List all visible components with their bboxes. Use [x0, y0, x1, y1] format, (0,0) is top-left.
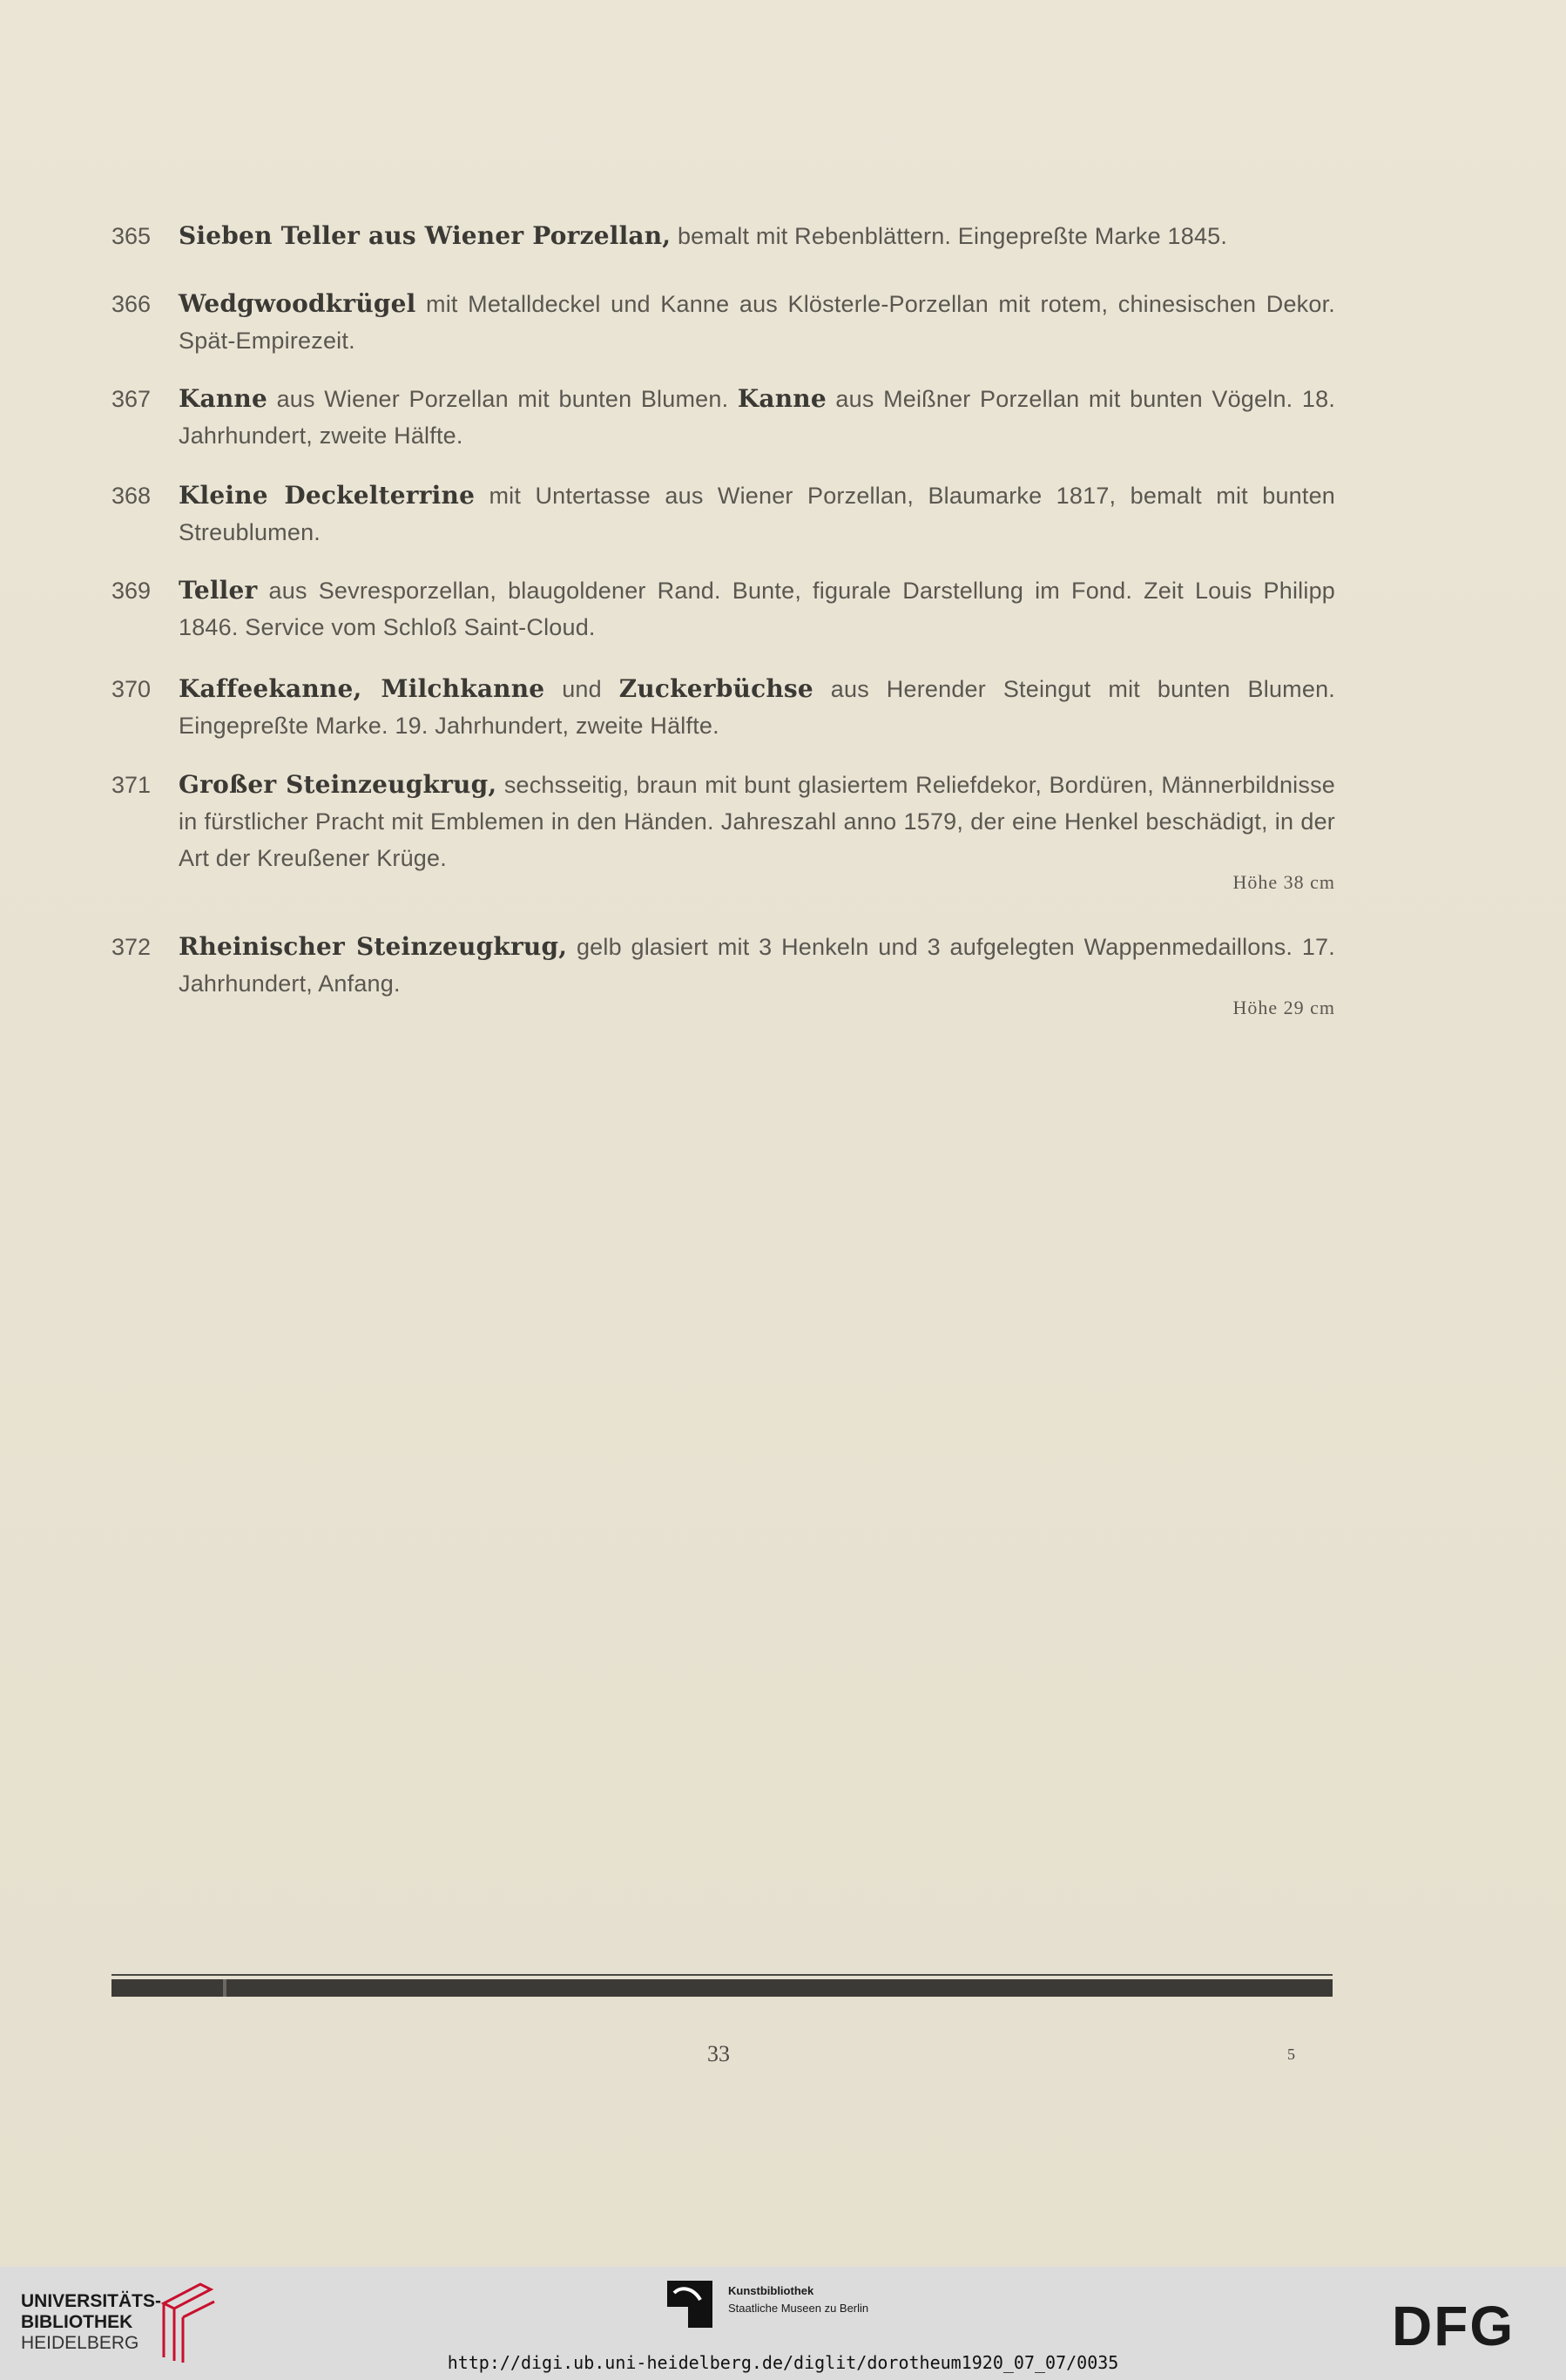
entry-title: Kleine Deckelterrine: [179, 481, 476, 510]
entry-title: Rheinischer Steinzeugkrug,: [179, 932, 568, 961]
height-note: Höhe 29 cm: [1232, 997, 1335, 1018]
entry-number: 366: [111, 291, 152, 317]
ub-line-2: BIBLIOTHEK: [21, 2312, 133, 2332]
footer-bar: [0, 2267, 1566, 2380]
entry-text: [179, 767, 1335, 876]
entry-title: Kanne: [179, 384, 268, 413]
kb-line-1: Kunstbibliothek: [728, 2284, 814, 2297]
entry-number: 372: [111, 934, 152, 960]
entry-text: [179, 929, 1335, 1002]
entry-body-2: aus Meißner Porzellan mit bunten Vögeln. 18. Jahrhundert, zweite Hälfte.: [179, 386, 1336, 449]
dfg-logo[interactable]: DFG: [1392, 2295, 1515, 2357]
entry-number: 367: [111, 386, 152, 412]
entry-body: gelb glasiert mit 3 Henkeln und 3 aufgelegten Wappenmedaillons. 17. Jahrhundert, Anfang.: [179, 934, 1335, 997]
entry-text: [179, 381, 1335, 454]
entry-text: [179, 286, 1335, 359]
entry-title: Teller: [179, 576, 258, 605]
entry-title: Großer Steinzeugkrug,: [179, 770, 497, 799]
entry-text: [179, 218, 1335, 254]
entry-title-2: Zuckerbüchse: [618, 674, 813, 703]
entry-title: Wedgwoodkrügel: [179, 289, 416, 318]
rule-thick: [111, 1979, 1333, 1997]
entry-text: [179, 477, 1335, 551]
rule-thin: [111, 1974, 1333, 1976]
permalink-url[interactable]: http://digi.ub.uni-heidelberg.de/diglit/dorotheum1920_07_07/0035: [447, 2352, 1119, 2373]
entry-number: 369: [111, 578, 152, 604]
entry-number: 368: [111, 483, 152, 509]
entry-body: mit Metalldeckel und Kanne aus Klösterle-Porzellan mit rotem, chinesischen Dekor. Spät-Empirezeit.: [179, 291, 1335, 354]
entry-body: aus Sevresporzellan, blaugoldener Rand. Bunte, figurale Darstellung im Fond. Zeit Louis Philipp 1846. Service vom Schloß Saint-Cloud.: [179, 578, 1336, 640]
entry-body: bemalt mit Rebenblättern. Eingepreßte Marke 1845.: [677, 223, 1228, 249]
ub-line-1: UNIVERSITÄTS-: [21, 2291, 162, 2311]
entry-title-2: Kanne: [737, 384, 827, 413]
entry-title: Kaffeekanne, Milchkanne: [179, 674, 545, 703]
ub-heidelberg-logo-text[interactable]: [21, 2291, 161, 2354]
kunstbibliothek-text[interactable]: [728, 2282, 868, 2317]
kb-line-2: Staatliche Museen zu Berlin: [728, 2302, 869, 2315]
entry-body: mit Untertasse aus Wiener Porzellan, Blaumarke 1817, bemalt mit bunten Streublumen.: [179, 483, 1336, 545]
entry-text: [179, 572, 1335, 646]
signature-mark: 5: [1287, 2045, 1295, 2063]
entry-text: [179, 671, 1335, 744]
kunstbibliothek-icon[interactable]: [667, 2281, 712, 2328]
entry-body-2: aus Herender Steingut mit bunten Blumen. Eingepreßte Marke. 19. Jahrhundert, zweite Hälfte.: [179, 676, 1335, 739]
entry-number: 365: [111, 223, 152, 249]
entry-body: sechsseitig, braun mit bunt glasiertem Reliefdekor, Bordüren, Männerbildnisse in fürstlicher Pracht mit Emblemen in den Händen. Jahreszahl anno 1579, der eine Henkel beschädigt, in der Art der Kreußener Krüge.: [179, 772, 1336, 871]
entry-number: 370: [111, 676, 152, 702]
entry-number: 371: [111, 772, 152, 798]
entry-title: Sieben Teller aus Wiener Porzellan,: [179, 221, 672, 250]
ub-line-3: HEIDELBERG: [21, 2333, 139, 2353]
ub-heidelberg-logo-icon[interactable]: [157, 2277, 218, 2364]
page-number: 33: [707, 2041, 730, 2066]
entry-body: und: [562, 676, 602, 702]
height-note: Höhe 38 cm: [1232, 871, 1335, 893]
entry-body: aus Wiener Porzellan mit bunten Blumen.: [276, 386, 729, 412]
